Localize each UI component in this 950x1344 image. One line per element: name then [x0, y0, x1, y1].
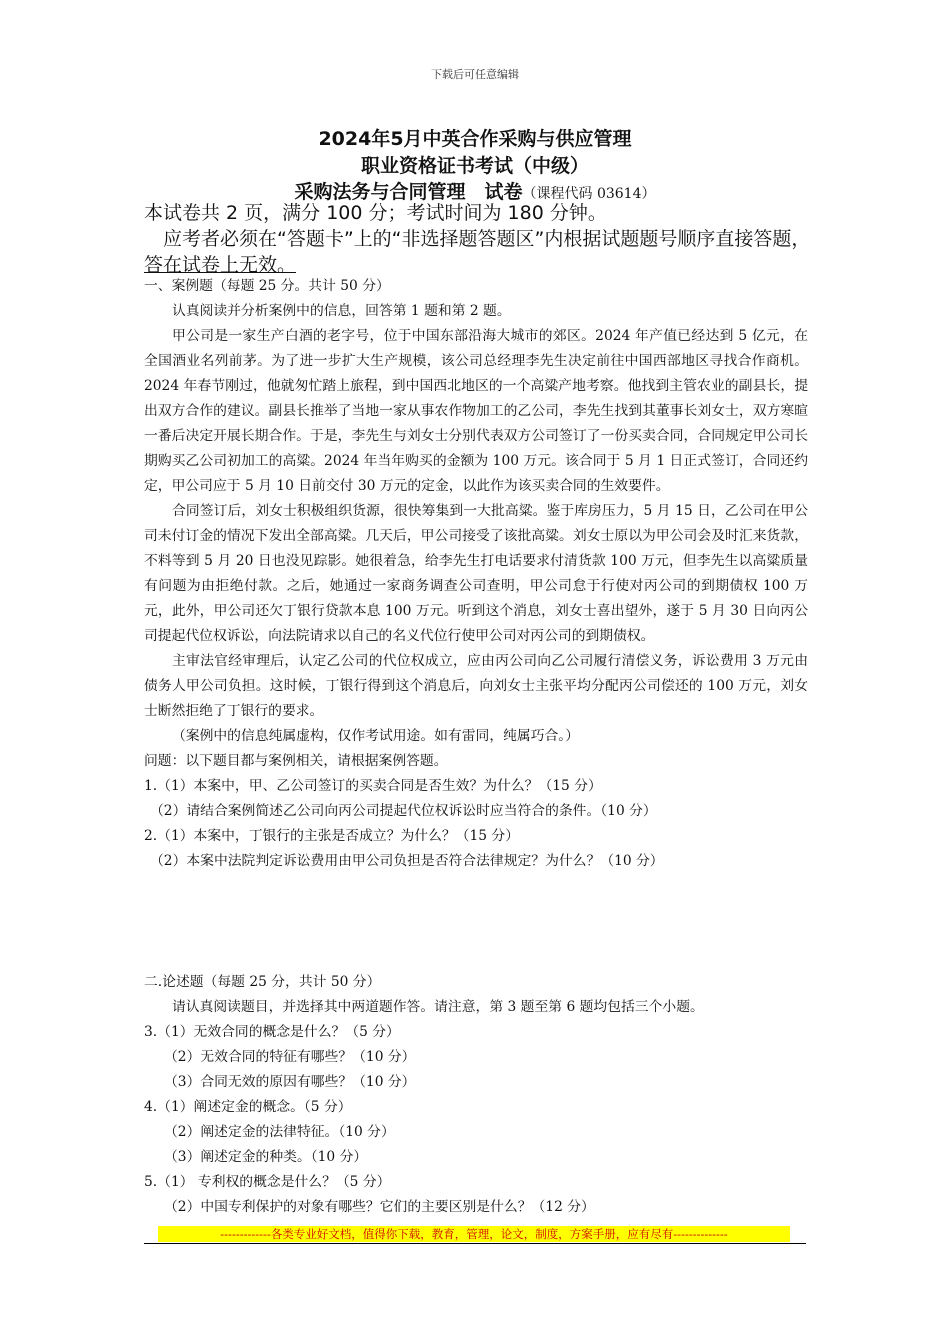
section1 — [144, 274, 808, 874]
section1-heading: 一、案例题（每题 25 分。共计 50 分） — [144, 278, 390, 294]
case-disclaimer: （案例中的信息纯属虚构，仅作考试用途。如有雷同，纯属巧合。） — [172, 728, 580, 744]
exam-title-line1: 2024年5月中英合作采购与供应管理 — [318, 128, 632, 150]
footer-banner: -------------各类专业好文档，值得你下载，教育，管理，论文，制度，方案手册，应有尽有-------------- — [158, 1226, 790, 1242]
section1-instruction: 认真阅读并分析案例中的信息，回答第 1 题和第 2 题。 — [172, 303, 511, 319]
case-paragraph-1: 甲公司是一家生产白酒的老字号，位于中国东部沿海大城市的郊区。2024 年产值已经达到 5 亿元，在全国酒业名列前茅。为了进一步扩大生产规模，该公司总经理李先生决定前往中国西部地区寻找合作商机。2024 年春节刚过，他就匆忙踏上旅程，到中国西北地区的一个高粱产地考察。他找到主管农业的副县长，提出双方合作的建议。副县长推举了当地一家从事农作物加工的乙公司，李先生找到其董事长刘女士，双方寒暄一番后决定开展长期合作。于是，李先生与刘女士分别代表双方公司签订了一份买卖合同，合同规定甲公司长期购买乙公司初加工的高粱。2024 年当年购买的金额为 100 万元。该合同于 5 月 1 日正式签订，合同还约定，甲公司应于 5 月 10 日前交付 30 万元的定金，以此作为该买卖合同的生效要件。 — [144, 328, 808, 494]
section2-instruction: 请认真阅读题目，并选择其中两道题作答。请注意，第 3 题至第 6 题均包括三个小题。 — [172, 999, 704, 1015]
question-intro: 问题：以下题目都与案例相关，请根据案例答题。 — [144, 753, 448, 769]
question-4-1: 4.（1）阐述定金的概念。（5 分） — [144, 1099, 352, 1115]
section2 — [144, 970, 808, 1220]
paper-name: 采购法务与合同管理 试卷 — [294, 181, 523, 203]
course-code: （课程代码 03614） — [522, 186, 656, 202]
question-5-1: 5.（1） 专利权的概念是什么？（5 分） — [144, 1174, 391, 1190]
question-4-3: （3）阐述定金的种类。（10 分） — [164, 1149, 368, 1165]
intro-warning: 答在试卷上无效。 — [144, 254, 297, 276]
question-2-1: 2.（1）本案中，丁银行的主张是否成立？为什么？（15 分） — [144, 828, 520, 844]
footer-divider — [144, 1243, 806, 1244]
case-paragraph-3: 主审法官经审理后，认定乙公司的代位权成立，应由丙公司向乙公司履行清偿义务，诉讼费用 3 万元由债务人甲公司负担。这时候，丁银行得到这个消息后，向刘女士主张平均分配丙公司偿还的 100 万元，刘女士断然拒绝了丁银行的要求。 — [144, 653, 808, 719]
section2-heading: 二.论述题（每题 25 分，共计 50 分） — [144, 974, 381, 990]
intro-line2 — [144, 226, 814, 278]
question-3-2: （2）无效合同的特征有哪些？（10 分） — [164, 1049, 416, 1065]
question-1-1: 1.（1）本案中，甲、乙公司签订的买卖合同是否生效？为什么？（15 分） — [144, 778, 602, 794]
header-note: 下载后可任意编辑 — [431, 68, 519, 81]
question-4-2: （2）阐述定金的法律特征。（10 分） — [164, 1124, 395, 1140]
question-2-2: （2）本案中法院判定诉讼费用由甲公司负担是否符合法律规定？为什么？（10 分） — [150, 853, 664, 869]
case-paragraph-2: 合同签订后，刘女士积极组织货源，很快筹集到一大批高粱。鉴于库房压力，5 月 15 日，乙公司在甲公司未付订金的情况下发出全部高粱。几天后，甲公司接受了该批高粱。刘女士原以为甲公司会及时汇来货款，不料等到 5 月 20 日也没见踪影。她很着急，给李先生打电话要求付清货款 100 万元，但李先生以高粱质量有问题为由拒绝付款。之后，她通过一家商务调查公司查明，甲公司怠于行使对丙公司的到期债权 100 万元，此外，甲公司还欠丁银行贷款本息 100 万元。听到这个消息，刘女士喜出望外，遂于 5 月 30 日向丙公司提起代位权诉讼，向法院请求以自己的名义代位行使甲公司对丙公司的到期债权。 — [144, 503, 808, 644]
question-3-1: 3.（1）无效合同的概念是什么？（5 分） — [144, 1024, 400, 1040]
exam-title-line2: 职业资格证书考试（中级） — [360, 155, 589, 177]
question-1-2: （2）请结合案例简述乙公司向丙公司提起代位权诉讼时应当符合的条件。（10 分） — [150, 803, 657, 819]
intro-line1: 本试卷共 2 页，满分 100 分；考试时间为 180 分钟。 — [144, 202, 607, 224]
question-5-2: （2）中国专利保护的对象有哪些？它们的主要区别是什么？（12 分） — [164, 1199, 595, 1215]
question-3-3: （3）合同无效的原因有哪些？（10 分） — [164, 1074, 416, 1090]
intro-instruction: 应考者必须在“答题卡”上的“非选择题答题区”内根据试题题号顺序直接答题， — [144, 228, 811, 250]
